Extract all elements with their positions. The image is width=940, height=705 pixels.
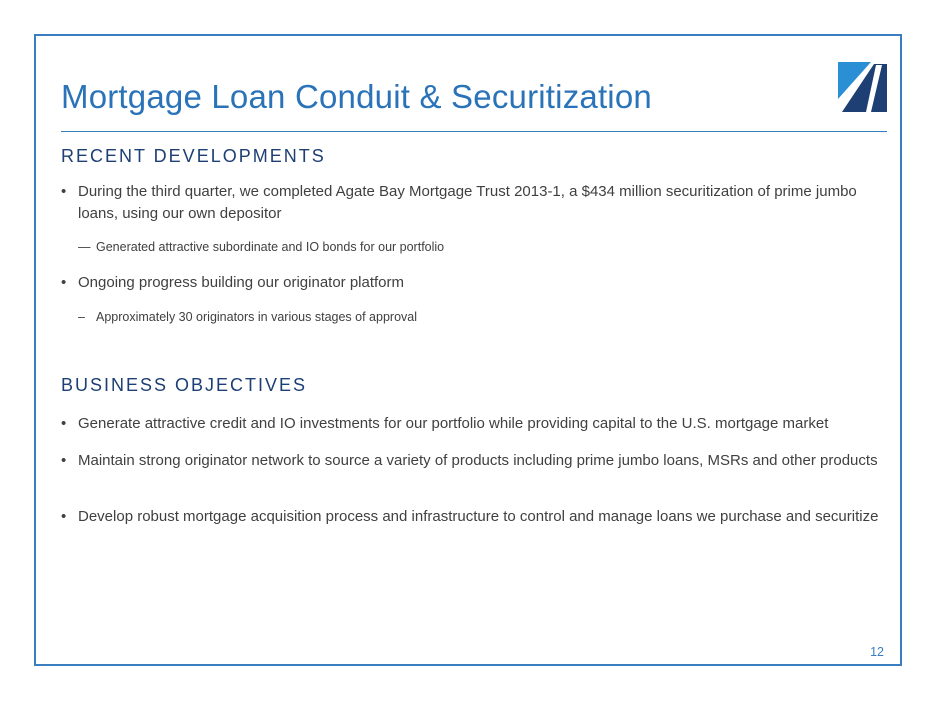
sub-bullet-marker: — bbox=[78, 240, 91, 254]
recent-developments-heading: RECENT DEVELOPMENTS bbox=[61, 146, 326, 166]
bullet-marker: • bbox=[61, 183, 67, 200]
bullet-marker: • bbox=[61, 452, 67, 469]
redwood-trust-logo-icon bbox=[838, 62, 887, 112]
objective-bullet-2 bbox=[61, 450, 891, 472]
bullet-text: During the third quarter, we completed Agate Bay Mortgage Trust 2013-1, a $434 million securitization of prime jumbo loans, using our own depositor bbox=[78, 183, 857, 222]
title-divider bbox=[61, 131, 887, 132]
business-objectives-heading: BUSINESS OBJECTIVES bbox=[61, 375, 308, 395]
bullet-text: Maintain strong originator network to source a variety of products including prime jumbo loans, MSRs and other products bbox=[78, 452, 878, 469]
slide-title: Mortgage Loan Conduit & Securitization bbox=[61, 78, 652, 115]
recent-bullet-2 bbox=[61, 272, 891, 294]
bullet-text: Generate attractive credit and IO investments for our portfolio while providing capital to the U.S. mortgage market bbox=[78, 415, 829, 432]
objective-bullet-3 bbox=[61, 506, 891, 528]
bullet-text: Ongoing progress building our originator platform bbox=[78, 274, 405, 291]
bullet-marker: • bbox=[61, 274, 67, 291]
sub-bullet-text: Approximately 30 originators in various stages of approval bbox=[96, 310, 418, 324]
recent-bullet-1 bbox=[61, 181, 891, 225]
page-number: 12 bbox=[870, 645, 884, 659]
bullet-marker: • bbox=[61, 415, 67, 432]
recent-sub-bullet-1 bbox=[78, 238, 878, 256]
sub-bullet-text: Generated attractive subordinate and IO bonds for our portfolio bbox=[96, 240, 445, 254]
slide-frame bbox=[34, 34, 902, 666]
objective-bullet-1 bbox=[61, 413, 891, 435]
sub-bullet-marker: – bbox=[78, 310, 85, 324]
bullet-text: Develop robust mortgage acquisition process and infrastructure to control and manage loans we purchase and securitize bbox=[78, 508, 879, 525]
bullet-marker: • bbox=[61, 508, 67, 525]
recent-sub-bullet-2 bbox=[78, 308, 878, 326]
